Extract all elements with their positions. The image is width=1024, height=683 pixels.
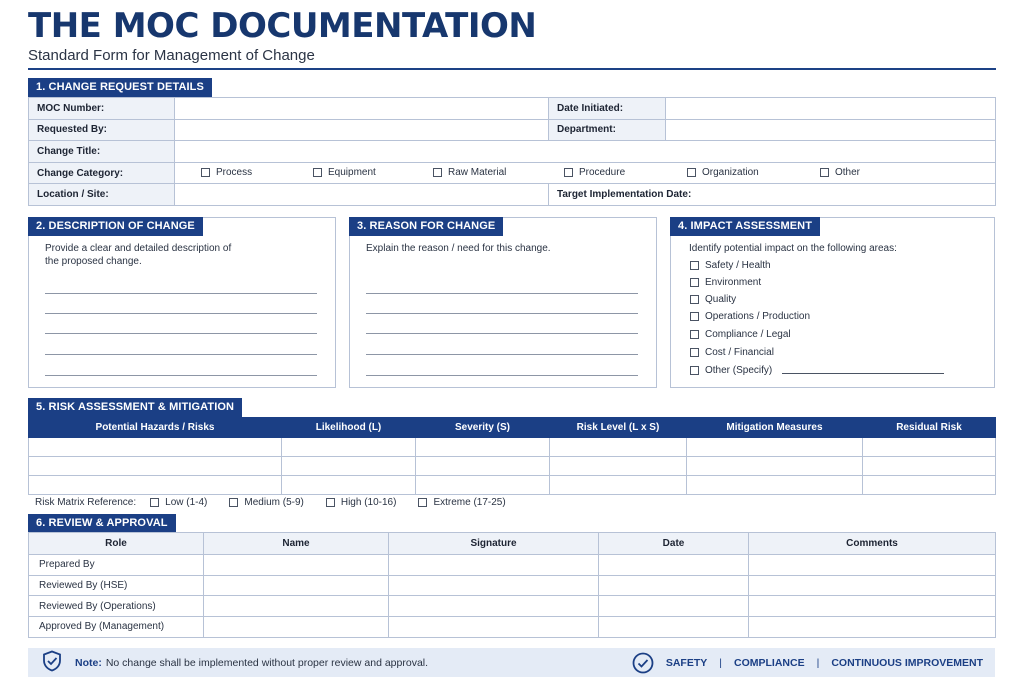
approval-table bbox=[28, 532, 996, 638]
reason-box bbox=[349, 217, 657, 388]
change-title-label: Change Title: bbox=[29, 141, 175, 163]
tag-separator: | bbox=[719, 656, 722, 669]
tag-safety: SAFETY bbox=[665, 656, 708, 669]
category-process-option[interactable] bbox=[201, 167, 313, 178]
impact-compliance-option[interactable] bbox=[690, 329, 791, 340]
page-title: THE MOC DOCUMENTATION bbox=[28, 6, 537, 46]
risk-column-header: Likelihood (L) bbox=[282, 418, 416, 438]
risk-cell[interactable] bbox=[416, 457, 550, 476]
description-line[interactable] bbox=[45, 375, 317, 376]
reason-instruction: Explain the reason / need for this change. bbox=[366, 243, 551, 254]
date-initiated-label: Date Initiated: bbox=[549, 98, 666, 120]
comments-cell[interactable] bbox=[749, 555, 996, 576]
section-3-heading: 3. REASON FOR CHANGE bbox=[349, 217, 503, 236]
footer-tags bbox=[632, 652, 983, 674]
role-label: Reviewed By (HSE) bbox=[29, 575, 204, 596]
impact-quality-option[interactable] bbox=[690, 294, 736, 305]
matrix-extreme-option[interactable] bbox=[418, 497, 505, 508]
risk-table bbox=[28, 417, 996, 495]
date-cell[interactable] bbox=[599, 575, 749, 596]
risk-cell[interactable] bbox=[29, 438, 282, 457]
risk-cell[interactable] bbox=[282, 476, 416, 495]
matrix-low-option[interactable] bbox=[150, 497, 207, 508]
checkbox[interactable] bbox=[564, 168, 573, 177]
risk-column-header: Risk Level (L x S) bbox=[550, 418, 687, 438]
impact-environment-option[interactable] bbox=[690, 277, 761, 288]
risk-column-header: Severity (S) bbox=[416, 418, 550, 438]
category-equipment-option[interactable] bbox=[313, 167, 433, 178]
section-5-heading: 5. RISK ASSESSMENT & MITIGATION bbox=[28, 398, 242, 417]
requested-by-label: Requested By: bbox=[29, 119, 175, 141]
shield-check-icon bbox=[42, 650, 62, 675]
note-label: Note: bbox=[75, 656, 102, 669]
checkbox[interactable] bbox=[433, 168, 442, 177]
change-title-field[interactable] bbox=[175, 141, 996, 163]
matrix-level-label: High (10-16) bbox=[340, 497, 397, 508]
risk-matrix-label: Risk Matrix Reference: bbox=[35, 497, 137, 508]
table-row bbox=[29, 575, 996, 596]
category-raw-material-option[interactable] bbox=[433, 167, 564, 178]
title-divider bbox=[28, 68, 996, 70]
risk-cell[interactable] bbox=[863, 457, 996, 476]
location-label: Location / Site: bbox=[29, 184, 175, 206]
risk-cell[interactable] bbox=[416, 476, 550, 495]
signature-cell[interactable] bbox=[389, 575, 599, 596]
section-4-heading: 4. IMPACT ASSESSMENT bbox=[670, 217, 820, 236]
checkbox[interactable] bbox=[820, 168, 829, 177]
note-text: No change shall be implemented without proper review and approval. bbox=[105, 656, 429, 669]
risk-cell[interactable] bbox=[687, 476, 863, 495]
target-date-label: Target Implementation Date: bbox=[557, 189, 692, 201]
change-request-table bbox=[28, 97, 996, 206]
moc-number-label: MOC Number: bbox=[29, 98, 175, 120]
section-6-heading: 6. REVIEW & APPROVAL bbox=[28, 514, 176, 533]
reason-line[interactable] bbox=[366, 293, 638, 294]
name-cell[interactable] bbox=[204, 596, 389, 617]
reason-line[interactable] bbox=[366, 375, 638, 376]
description-line[interactable] bbox=[45, 354, 317, 355]
description-line[interactable] bbox=[45, 313, 317, 314]
moc-number-field[interactable] bbox=[175, 98, 549, 120]
checkbox[interactable] bbox=[690, 278, 699, 287]
risk-cell[interactable] bbox=[282, 457, 416, 476]
description-line[interactable] bbox=[45, 333, 317, 334]
impact-operations-option[interactable] bbox=[690, 311, 810, 322]
table-row bbox=[29, 617, 996, 638]
risk-cell[interactable] bbox=[29, 476, 282, 495]
checkbox[interactable] bbox=[687, 168, 696, 177]
comments-cell[interactable] bbox=[749, 617, 996, 638]
risk-matrix-reference bbox=[35, 497, 506, 508]
comments-cell[interactable] bbox=[749, 596, 996, 617]
risk-cell[interactable] bbox=[416, 438, 550, 457]
reason-line[interactable] bbox=[366, 333, 638, 334]
risk-cell[interactable] bbox=[687, 457, 863, 476]
location-field[interactable] bbox=[175, 184, 549, 206]
name-cell[interactable] bbox=[204, 575, 389, 596]
checkbox[interactable] bbox=[229, 498, 238, 507]
risk-cell[interactable] bbox=[863, 438, 996, 457]
table-row bbox=[29, 596, 996, 617]
reason-line[interactable] bbox=[366, 313, 638, 314]
signature-cell[interactable] bbox=[389, 596, 599, 617]
description-instruction: Provide a clear and detailed description of the proposed change. bbox=[45, 243, 232, 267]
risk-column-header: Potential Hazards / Risks bbox=[29, 418, 282, 438]
section-1-heading: 1. CHANGE REQUEST DETAILS bbox=[28, 78, 212, 97]
matrix-level-label: Extreme (17-25) bbox=[433, 497, 506, 508]
risk-cell[interactable] bbox=[29, 457, 282, 476]
impact-label: Safety / Health bbox=[705, 260, 771, 271]
checkbox[interactable] bbox=[690, 348, 699, 357]
comments-cell[interactable] bbox=[749, 575, 996, 596]
checkbox[interactable] bbox=[690, 261, 699, 270]
risk-cell[interactable] bbox=[282, 438, 416, 457]
tag-separator: | bbox=[816, 656, 820, 669]
checkbox[interactable] bbox=[690, 295, 699, 304]
table-row bbox=[29, 555, 996, 576]
date-cell[interactable] bbox=[599, 617, 749, 638]
reason-line[interactable] bbox=[366, 354, 638, 355]
name-cell[interactable] bbox=[204, 555, 389, 576]
role-label: Reviewed By (Operations) bbox=[29, 596, 204, 617]
description-box bbox=[28, 217, 336, 388]
checkbox[interactable] bbox=[201, 168, 210, 177]
impact-box bbox=[670, 217, 995, 388]
checkbox[interactable] bbox=[313, 168, 322, 177]
impact-label: Compliance / Legal bbox=[705, 329, 791, 340]
category-procedure-option[interactable] bbox=[564, 167, 687, 178]
department-field[interactable] bbox=[666, 119, 996, 141]
category-label: Procedure bbox=[579, 166, 626, 178]
checkbox[interactable] bbox=[418, 498, 427, 507]
footer-bar bbox=[28, 648, 995, 677]
matrix-level-label: Medium (5-9) bbox=[244, 497, 304, 508]
checkbox[interactable] bbox=[690, 366, 699, 375]
footer-note bbox=[42, 650, 428, 675]
impact-label: Quality bbox=[705, 294, 737, 305]
role-label: Approved By (Management) bbox=[29, 617, 204, 638]
category-label: Raw Material bbox=[448, 166, 507, 178]
department-label: Department: bbox=[549, 119, 666, 141]
impact-label: Operations / Production bbox=[705, 311, 811, 322]
date-initiated-field[interactable] bbox=[666, 98, 996, 120]
impact-other-option[interactable] bbox=[690, 365, 944, 376]
matrix-level-label: Low (1-4) bbox=[165, 497, 208, 508]
table-row bbox=[29, 438, 996, 457]
category-label: Organization bbox=[702, 166, 759, 178]
tag-compliance: COMPLIANCE bbox=[734, 656, 805, 669]
risk-column-header: Residual Risk bbox=[863, 418, 996, 438]
category-label: Process bbox=[216, 166, 253, 178]
page-subtitle: Standard Form for Management of Change bbox=[28, 47, 315, 64]
section-2-heading: 2. DESCRIPTION OF CHANGE bbox=[28, 217, 203, 236]
change-category-options bbox=[175, 162, 996, 184]
checkbox[interactable] bbox=[690, 312, 699, 321]
impact-label: Other (Specify) bbox=[705, 365, 773, 376]
specify-line[interactable] bbox=[782, 373, 944, 374]
risk-cell[interactable] bbox=[550, 476, 687, 495]
impact-label: Cost / Financial bbox=[705, 347, 774, 358]
date-cell[interactable] bbox=[599, 596, 749, 617]
impact-label: Environment bbox=[705, 277, 762, 288]
approval-column-header: Role bbox=[29, 533, 204, 555]
table-row bbox=[29, 457, 996, 476]
risk-cell[interactable] bbox=[550, 457, 687, 476]
date-cell[interactable] bbox=[599, 555, 749, 576]
matrix-high-option[interactable] bbox=[326, 497, 397, 508]
impact-instruction: Identify potential impact on the following areas: bbox=[689, 243, 897, 254]
impact-cost-option[interactable] bbox=[690, 347, 774, 358]
impact-safety-option[interactable] bbox=[690, 260, 771, 271]
risk-column-header: Mitigation Measures bbox=[687, 418, 863, 438]
signature-cell[interactable] bbox=[389, 555, 599, 576]
requested-by-field[interactable] bbox=[175, 119, 549, 141]
risk-cell[interactable] bbox=[550, 438, 687, 457]
signature-cell[interactable] bbox=[389, 617, 599, 638]
change-category-label: Change Category: bbox=[29, 162, 175, 184]
category-label: Equipment bbox=[328, 166, 376, 178]
category-other-option[interactable] bbox=[820, 167, 860, 178]
matrix-medium-option[interactable] bbox=[229, 497, 303, 508]
category-organization-option[interactable] bbox=[687, 167, 820, 178]
approval-column-header: Date bbox=[599, 533, 749, 555]
category-label: Other bbox=[835, 166, 861, 178]
description-line[interactable] bbox=[45, 293, 317, 294]
tag-continuous-improvement: CONTINUOUS IMPROVEMENT bbox=[831, 656, 983, 669]
approval-column-header: Name bbox=[204, 533, 389, 555]
risk-cell[interactable] bbox=[863, 476, 996, 495]
role-label: Prepared By bbox=[29, 555, 204, 576]
checkbox[interactable] bbox=[326, 498, 335, 507]
circle-check-icon bbox=[632, 652, 654, 674]
target-date-field[interactable] bbox=[549, 184, 996, 206]
risk-cell[interactable] bbox=[687, 438, 863, 457]
approval-column-header: Signature bbox=[389, 533, 599, 555]
checkbox[interactable] bbox=[690, 330, 699, 339]
table-row bbox=[29, 476, 996, 495]
approval-column-header: Comments bbox=[749, 533, 996, 555]
name-cell[interactable] bbox=[204, 617, 389, 638]
checkbox[interactable] bbox=[150, 498, 159, 507]
